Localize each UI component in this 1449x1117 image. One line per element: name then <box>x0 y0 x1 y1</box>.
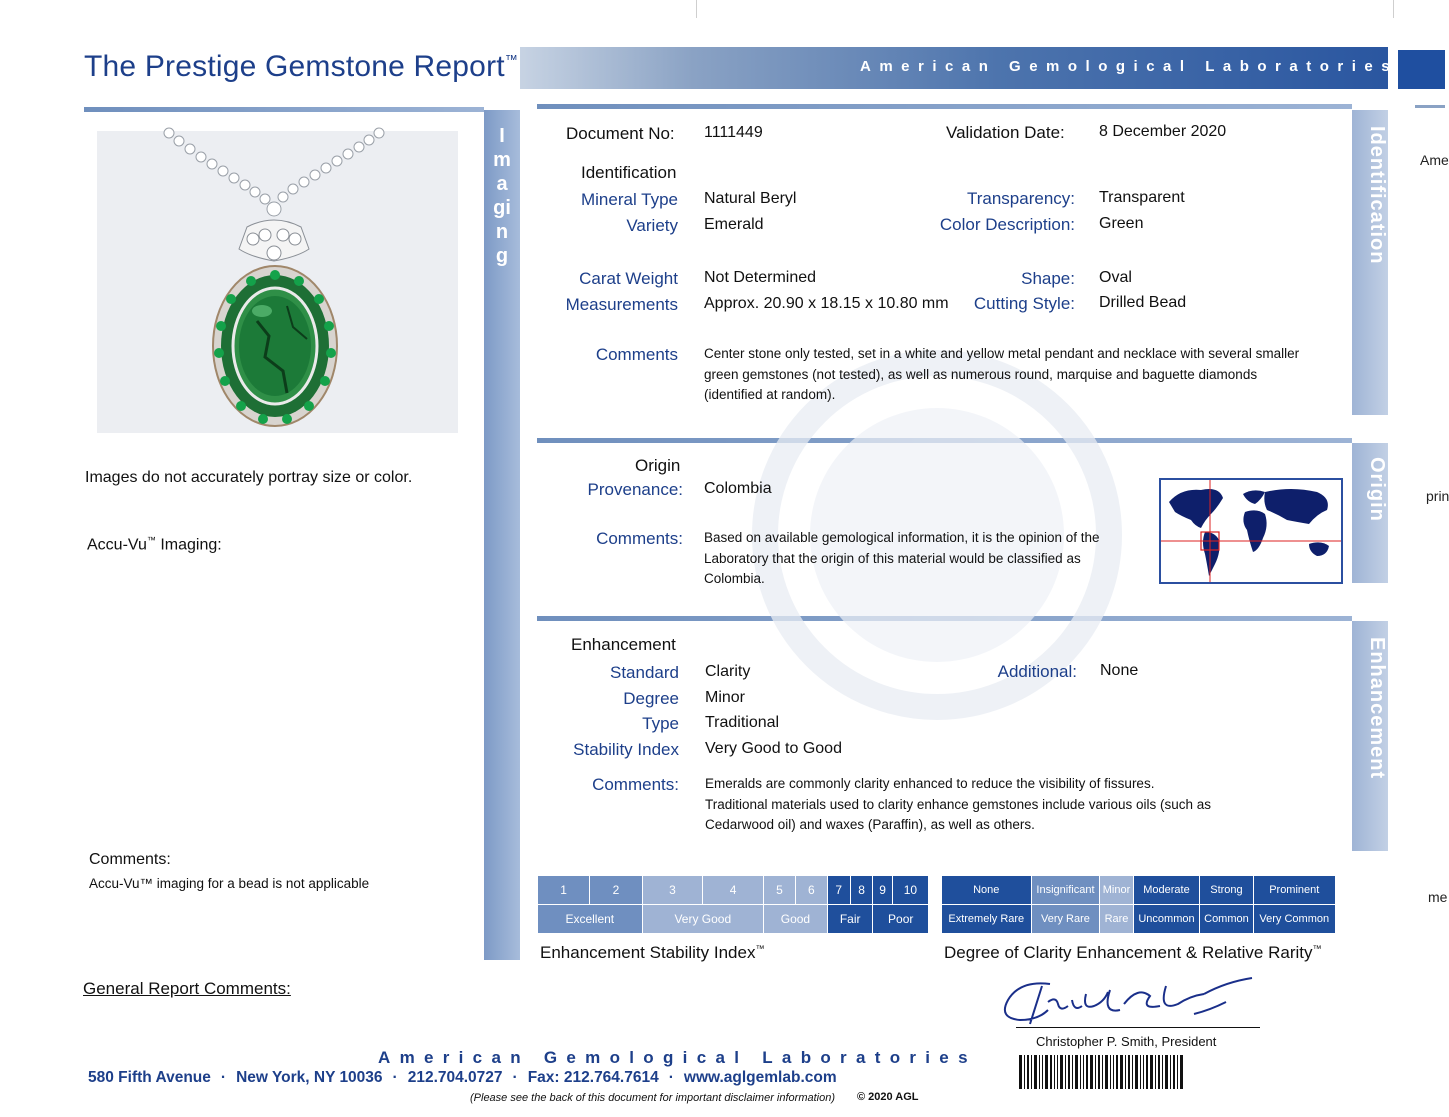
standard-value: Clarity <box>705 663 751 680</box>
scale-number: 9 <box>873 876 892 905</box>
mineral-type-label: Mineral Type <box>580 190 678 209</box>
identification-tab-label: Identification <box>1366 126 1388 265</box>
stability-scale <box>537 875 929 934</box>
pendant-illustration <box>97 131 458 433</box>
provenance-label: Provenance: <box>587 480 683 499</box>
transparency-value: Transparent <box>1099 189 1185 206</box>
imaging-comments-label: Comments: <box>89 851 171 868</box>
rarity-level: Uncommon <box>1133 905 1200 934</box>
identification-heading: Identification <box>581 163 677 182</box>
footer-address: 580 Fifth Avenue · New York, NY 10036 · 212.704.0727 · Fax: 212.764.7614 · www.aglgemlab.com <box>88 1069 837 1086</box>
identification-comments-label: Comments <box>595 345 678 364</box>
accuvu-label: Accu-Vu™ Imaging: <box>87 535 222 554</box>
rarity-level: Very Rare <box>1031 905 1100 934</box>
scale-number: 7 <box>827 876 850 905</box>
footer-website[interactable]: www.aglgemlab.com <box>683 1069 837 1086</box>
scale-grade: Excellent <box>538 905 643 934</box>
cutting-style-value: Drilled Bead <box>1099 294 1187 311</box>
signature-line <box>1016 1027 1260 1028</box>
type-value: Traditional <box>705 714 780 731</box>
imaging-tab <box>484 110 520 960</box>
carat-weight-value: Not Determined <box>704 269 817 286</box>
color-description-value: Green <box>1099 215 1144 232</box>
enhancement-comments: Emeralds are commonly clarity enhanced to reduce the visibility of fissures. Traditional materials used to clarity enhance gemstones include various oils (such as Cedarwood oil) and waxes (Paraffin), as well as others. <box>705 776 1211 832</box>
scale-number: 3 <box>642 876 703 905</box>
origin-comments: Based on available gemological information, it is the opinion of the Laboratory that the origin of this material would be classified as Colombia. <box>704 530 1100 586</box>
measurements-value: Approx. 20.90 x 18.15 x 10.80 mm <box>704 295 949 312</box>
enhancement-comments-label: Comments: <box>592 775 679 794</box>
photo-caption: Images do not accurately portray size or color. <box>85 469 413 486</box>
footer-city: New York, NY 10036 <box>236 1069 383 1086</box>
clarity-degree: Insignificant <box>1031 876 1100 905</box>
footer-phone: 212.704.0727 <box>407 1069 503 1086</box>
world-map-graphic <box>1161 480 1341 582</box>
clarity-degree: Prominent <box>1253 876 1335 905</box>
validation-date-label: Validation Date: <box>946 123 1065 142</box>
header-lab-name: American Gemological Laboratories <box>860 58 1399 75</box>
origin-comments-label: Comments: <box>596 529 683 548</box>
clarity-degree: Strong <box>1200 876 1253 905</box>
scale-grade: Good <box>764 905 828 934</box>
barcode <box>1019 1055 1239 1089</box>
footer-disclaimer-note: (Please see the back of this document for important disclaimer information) <box>470 1092 835 1104</box>
rarity-level: Extremely Rare <box>942 905 1032 934</box>
scale-number: 2 <box>590 876 642 905</box>
signature <box>990 966 1270 1032</box>
origin-heading: Origin <box>635 456 681 475</box>
header-band <box>520 47 1399 89</box>
transparency-label: Transparency: <box>966 189 1075 208</box>
identification-comments: Center stone only tested, set in a white and yellow metal pendant and necklace with several smaller green gemstones (not tested), as well as numerous round, marquise and baguette diamonds (identified at random). <box>704 346 1300 402</box>
stability-scale-caption: Enhancement Stability Index™ <box>540 943 765 962</box>
imaging-comments-text: Accu-Vu™ imaging for a bead is not applicable <box>89 876 370 891</box>
enhancement-tab-label: Enhancement <box>1366 637 1388 780</box>
gemstone-photo <box>97 131 458 433</box>
footer-lab-name: American Gemological Laboratories <box>378 1048 977 1067</box>
enhancement-tab <box>1352 621 1388 851</box>
scale-number: 8 <box>850 876 873 905</box>
general-report-comments-label: General Report Comments: <box>83 979 291 998</box>
scale-number: 10 <box>892 876 928 905</box>
cutting-style-label: Cutting Style: <box>973 294 1075 313</box>
clarity-scale-caption: Degree of Clarity Enhancement & Relative Rarity™ <box>944 943 1322 962</box>
rarity-level: Common <box>1200 905 1253 934</box>
footer-copyright: © 2020 AGL <box>857 1091 919 1103</box>
signatory-name: Christopher P. Smith, President <box>1036 1034 1217 1049</box>
clarity-rarity-scale <box>941 875 1336 934</box>
standard-label: Standard <box>610 663 679 682</box>
provenance-value: Colombia <box>704 480 772 497</box>
clarity-degree: None <box>942 876 1032 905</box>
mineral-type-value: Natural Beryl <box>704 190 797 207</box>
clarity-degree: Minor <box>1100 876 1133 905</box>
scale-number: 4 <box>703 876 764 905</box>
color-description-label: Color Description: <box>939 215 1075 234</box>
scale-grade: Fair <box>827 905 873 934</box>
divider <box>1415 105 1445 108</box>
next-page-band <box>1398 50 1445 89</box>
divider <box>84 107 484 112</box>
edge-text-3: me <box>1428 889 1448 905</box>
degree-label: Degree <box>623 689 679 708</box>
additional-value: None <box>1100 662 1139 679</box>
shape-value: Oval <box>1099 269 1132 286</box>
edge-text-2: prin <box>1426 488 1449 504</box>
edge-text-1: Ame <box>1420 152 1449 168</box>
divider <box>537 104 1352 109</box>
scale-number: 6 <box>795 876 827 905</box>
origin-tab <box>1352 443 1388 583</box>
measurements-label: Measurements <box>565 295 678 314</box>
imaging-tab-label: Imaging <box>493 125 511 267</box>
world-map <box>1159 478 1343 584</box>
type-label: Type <box>642 714 679 733</box>
stability-index-label: Stability Index <box>573 740 679 759</box>
clarity-degree: Moderate <box>1133 876 1200 905</box>
footer-street: 580 Fifth Avenue <box>88 1069 211 1086</box>
validation-date-value: 8 December 2020 <box>1099 123 1227 140</box>
scale-number: 5 <box>764 876 796 905</box>
report-title: The Prestige Gemstone Report™ <box>84 50 518 83</box>
enhancement-heading: Enhancement <box>571 635 676 654</box>
scale-grade: Poor <box>873 905 929 934</box>
doc-no-value: 1111449 <box>704 124 763 141</box>
variety-label: Variety <box>626 216 678 235</box>
shape-label: Shape: <box>1021 269 1075 288</box>
rarity-level: Very Common <box>1253 905 1335 934</box>
carat-weight-label: Carat Weight <box>579 269 678 288</box>
degree-value: Minor <box>705 689 746 706</box>
doc-no-label: Document No: <box>566 124 675 143</box>
rarity-level: Rare <box>1100 905 1133 934</box>
origin-tab-label: Origin <box>1366 457 1388 522</box>
footer-fax: Fax: 212.764.7614 <box>527 1069 659 1086</box>
scale-grade: Very Good <box>642 905 763 934</box>
additional-label: Additional: <box>997 662 1077 681</box>
scale-number: 1 <box>538 876 590 905</box>
stability-index-value: Very Good to Good <box>705 740 842 757</box>
variety-value: Emerald <box>704 216 764 233</box>
identification-tab <box>1352 110 1388 415</box>
